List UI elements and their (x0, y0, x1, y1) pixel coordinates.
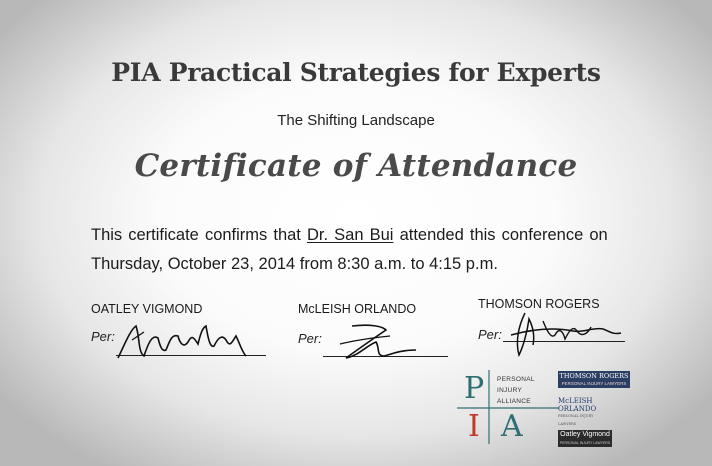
certificate-title: PIA Practical Strategies for Experts (111, 58, 601, 87)
certificate-heading: Certificate of Attendance (134, 148, 578, 184)
pia-wordmark (497, 374, 535, 407)
pia-logo (457, 370, 559, 444)
certificate-subtitle: The Shifting Landscape (277, 112, 435, 129)
pia-word-injury: INJURY (497, 387, 523, 394)
signature-oatley (114, 316, 254, 364)
oatley-vigmond-logo-name: Oatley Vigmond (560, 431, 610, 438)
pia-word-alliance: ALLIANCE (497, 398, 531, 405)
signatory-firm-mcleish: McLEISH ORLANDO (298, 302, 417, 316)
pia-word-personal: PERSONAL (497, 376, 535, 383)
signature-mcleish (330, 318, 420, 364)
attendee-name: Dr. San Bui (307, 226, 394, 244)
signatory-firm-oatley: OATLEY VIGMOND (91, 302, 203, 316)
certificate-body-line-2: Thursday, October 23, 2014 from 8:30 a.m. to 4:15 p.m. (91, 255, 498, 273)
mcleish-orlando-logo (558, 397, 610, 426)
body-prefix: This certificate confirms that (91, 226, 301, 244)
thomson-rogers-logo (558, 371, 630, 388)
per-label: Per: (478, 327, 502, 342)
signature-thomson (503, 305, 623, 365)
signatory-firm-thomson: THOMSON ROGERS (478, 297, 600, 311)
per-label: Per: (298, 331, 322, 346)
per-label: Per: (91, 329, 115, 344)
oatley-vigmond-logo (558, 430, 612, 447)
thomson-rogers-logo-name: THOMSON ROGERS (559, 372, 629, 380)
pia-letter-i: I (468, 409, 480, 444)
body-suffix: attended this conference on (399, 226, 608, 244)
mcleish-orlando-logo-tagline: PERSONAL INJURY LAWYERS (558, 414, 594, 426)
mcleish-orlando-logo-name: McLEISH ORLANDO (558, 397, 597, 413)
certificate-body-line-1 (91, 226, 608, 245)
pia-letter-p: P (464, 371, 485, 406)
thomson-rogers-logo-tagline: PERSONAL INJURY LAWYERS (561, 381, 627, 386)
oatley-vigmond-logo-tagline: PERSONAL INJURY LAWYERS (559, 441, 611, 445)
pia-letter-a: A (501, 409, 523, 444)
